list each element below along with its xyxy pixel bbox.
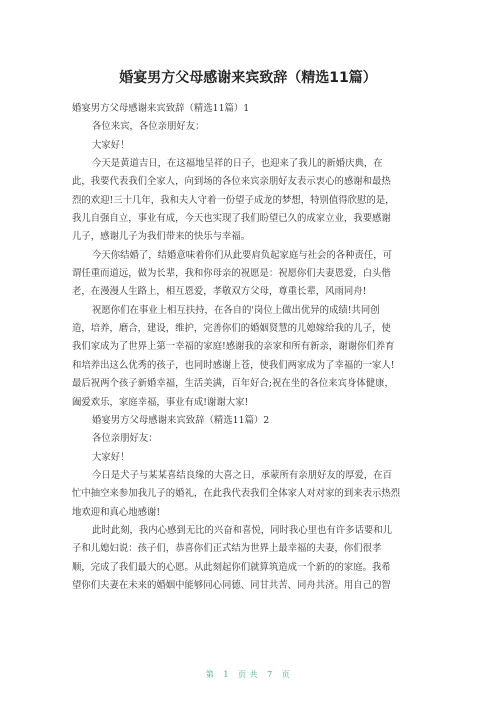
text-line: 此时此刻，我内心感到无比的兴奋和喜悦，同时我心里也有许多话要和儿 [92, 524, 393, 536]
document-title: 婚宴男方父母感谢来宾致辞（精选11篇） [119, 70, 377, 86]
footer-suffix: 页 [281, 670, 291, 679]
footer-prefix: 第 [205, 670, 215, 679]
document-body [72, 100, 426, 595]
footer-of-label: 页 共 [237, 670, 259, 679]
text-line: 最后祝两个孩子新婚幸福，生活美满，百年好合;祝在坐的各位来宾身体健康， [72, 378, 394, 390]
footer-total-pages: 7 [267, 670, 273, 679]
text-line: 婚宴男方父母感谢来宾致辞（精选11篇）1 [72, 103, 250, 114]
text-line: 今天是黄道吉日，在这福地呈祥的日子，也迎来了我儿的新婚庆典，在 [92, 158, 383, 170]
page-footer [0, 669, 496, 681]
text-line: 烈的欢迎!三十几年，我和夫人守着一份望子成龙的梦想，特别值得欣慰的是， [72, 194, 395, 206]
text-line: 今日是犬子与某某喜结良缘的大喜之日，承蒙所有亲朋好友的厚爱，在百 [92, 469, 393, 481]
text-line: 儿子，感谢儿子为我们带来的快乐与幸福。 [72, 231, 251, 243]
text-line: 各位来宾，各位亲朋好友： [92, 121, 205, 133]
text-line: 我儿自强自立，事业有成，今天也实现了我们盼望已久的成家立业，我要感谢 [72, 213, 391, 225]
text-line: 地欢迎和真心地感谢! [72, 506, 161, 518]
text-line: 老，在漫漫人生路上，相互恩爱，孝敬双方父母，尊重长辈，风雨同舟! [72, 286, 367, 298]
text-line: 忙中抽空来参加我儿子的婚礼，在此我代表我们全体家人对对家的到来表示热烈 [72, 488, 401, 500]
text-line: 此，我要代表我们全家人，向到场的各位来宾亲朋好友表示衷心的感谢和最热 [72, 176, 391, 188]
text-line: 子和儿媳妇说：孩子们，恭喜你们正式结为世界上最幸福的夫妻，你们很孝 [72, 543, 382, 555]
text-line: 谓任重而道远，做为长辈，我和你母亲的祝愿是：祝愿你们夫妻恩爱，白头偕 [72, 268, 391, 280]
text-line: 我们家成为了世界上第一幸福的家庭!感谢我的亲家和所有新亲，谢谢你们养育 [72, 341, 395, 353]
footer-page-number: 1 [223, 670, 229, 679]
text-line: 和培养出这么优秀的孩子，也同时感谢上苍，使我们两家成为了幸福的一家人! [72, 359, 395, 371]
text-line: 顺，完成了我们最大的心愿。从此刻起你们就算筑造成一个新的的家庭。我希 [72, 561, 391, 573]
text-line: 大家好！ [92, 139, 130, 151]
text-line: 望你们夫妻在未来的婚姻中能够同心同德、同甘共苦、同舟共济。用自己的智 [72, 579, 391, 591]
text-line: 大家好！ [92, 451, 130, 463]
text-line: 祝愿你们在事业上相互扶持，在各自的'岗位上做出优异的成绩!共同创 [92, 304, 380, 316]
text-line: 造，培养，磨合，建设，维护，完善你们的婚姻贤慧的儿媳嫁给我的儿子，使 [72, 323, 391, 335]
text-line: 今天你结婚了，结婚意味着你们从此要肩负起家庭与社会的各种责任，可 [92, 249, 393, 261]
text-line: 婚宴男方父母感谢来宾致辞（精选11篇）2 [92, 414, 270, 426]
text-line: 阖爱欢乐，家庭幸福，事业有成!谢谢大家! [72, 396, 249, 408]
text-line: 各位亲朋好友： [92, 433, 158, 445]
